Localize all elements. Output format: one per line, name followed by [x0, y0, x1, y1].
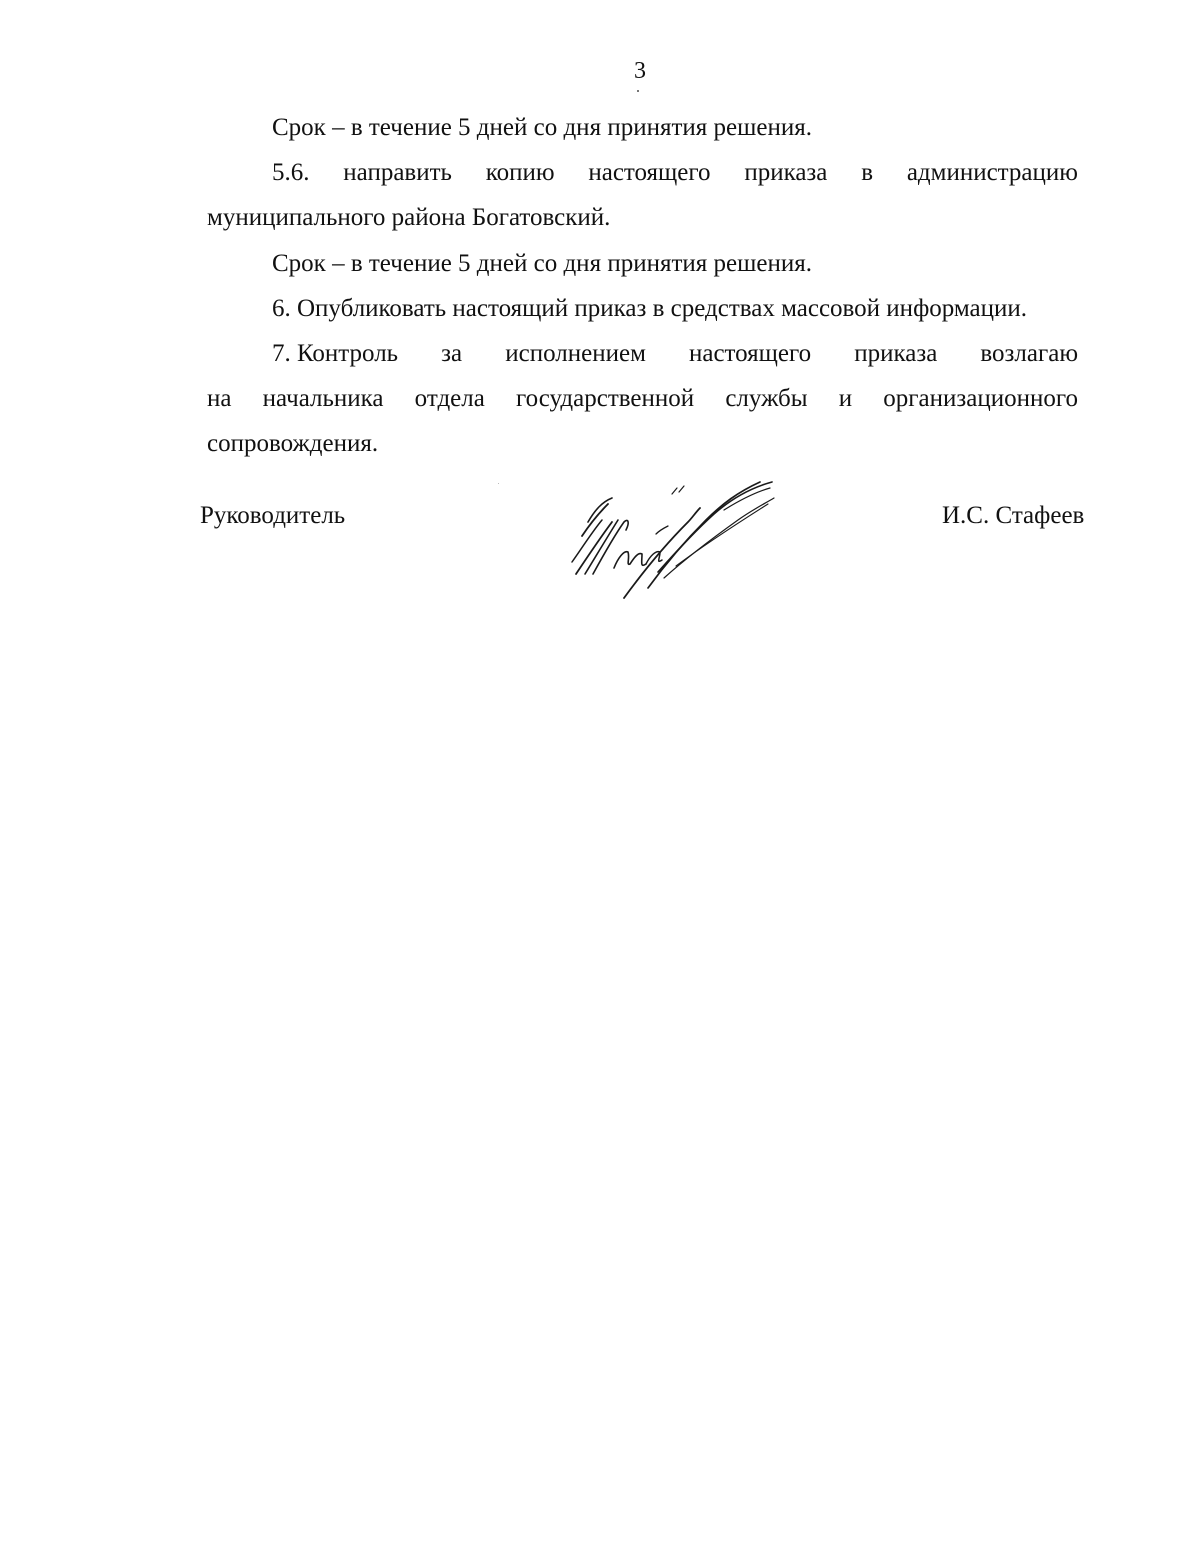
word: отдела — [414, 385, 485, 412]
item-7-line-3: сопровождения. — [207, 430, 379, 457]
word: на — [207, 385, 232, 412]
word: настоящего — [688, 340, 812, 367]
word: копию — [485, 159, 555, 186]
word: организационного — [883, 385, 1078, 412]
item-5-6-line-1 — [272, 150, 1078, 195]
scan-speck — [498, 483, 499, 484]
deadline-paragraph-2: Срок – в течение 5 дней со дня принятия решения. — [272, 250, 812, 277]
word: направить — [343, 159, 452, 186]
item-7-line-1 — [272, 331, 1078, 376]
word: исполнением — [505, 340, 646, 367]
word: государственной — [515, 385, 695, 412]
word: за — [441, 340, 463, 367]
page-number: 3 — [600, 58, 680, 85]
word: 5.6. — [272, 159, 310, 186]
signatory-name: И.С. Стафеев — [942, 502, 1085, 529]
word: приказа — [744, 159, 828, 186]
word: настоящего — [588, 159, 711, 186]
word: возлагаю — [980, 340, 1078, 367]
handwritten-signature — [560, 470, 785, 605]
item-7-line-2 — [207, 376, 1078, 421]
item-6-paragraph: 6. Опубликовать настоящий приказ в средствах массовой информации. — [272, 295, 1028, 322]
word: приказа — [854, 340, 938, 367]
signatory-role: Руководитель — [200, 502, 346, 529]
word: в — [861, 159, 874, 186]
deadline-paragraph-1: Срок – в течение 5 дней со дня принятия решения. — [272, 114, 812, 141]
word: начальника — [262, 385, 384, 412]
word: администрацию — [906, 159, 1078, 186]
word: службы — [725, 385, 808, 412]
word: 7. Контроль — [272, 340, 399, 367]
item-5-6-line-2: муниципального района Богатовский. — [207, 204, 611, 231]
word: и — [838, 385, 853, 412]
